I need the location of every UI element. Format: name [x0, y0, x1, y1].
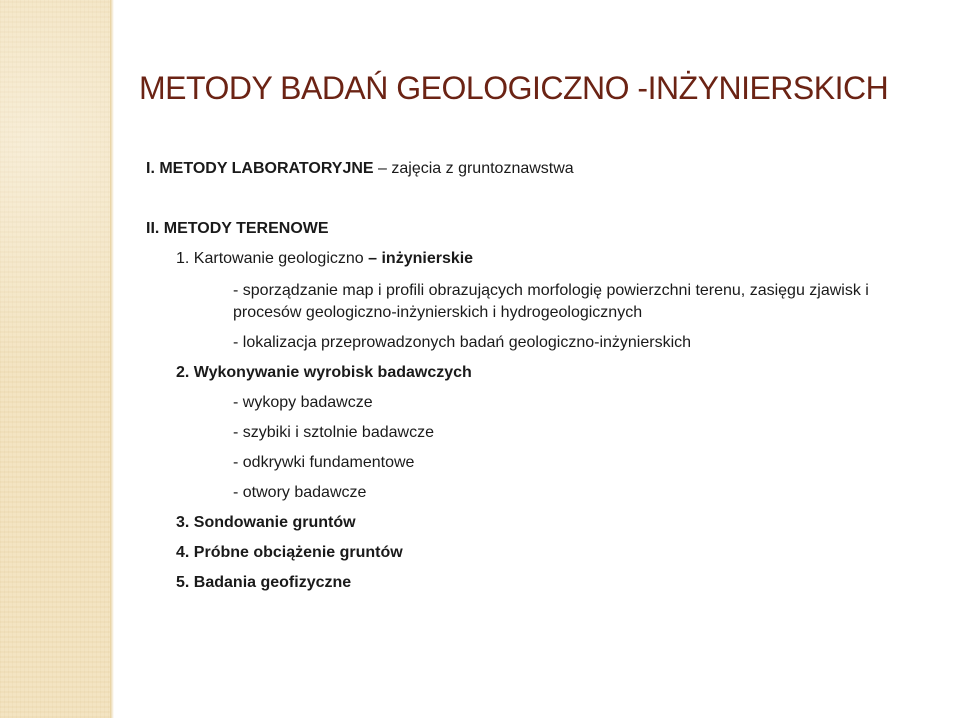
mapping-point-1-cont: procesów geologiczno-inżynierskich i hydrogeologicznych	[233, 304, 643, 321]
mapping-point-1: - sporządzanie map i profili obrazujących morfologię powierzchni terenu, zasięgu zjawisk i	[233, 282, 869, 299]
excavation-point-1: - wykopy badawcze	[233, 394, 373, 411]
item-mapping-prefix: 1. Kartowanie geologiczno	[176, 250, 369, 267]
item-mapping-suffix: inżynierskie	[377, 250, 474, 267]
section-field: II. METODY TERENOWE	[146, 220, 329, 237]
excavation-point-2: - szybiki i sztolnie badawcze	[233, 424, 434, 441]
mapping-point-2: - lokalizacja przeprowadzonych badań geologiczno-inżynierskich	[233, 334, 692, 351]
section-laboratory	[146, 160, 574, 178]
decorative-side-band	[0, 0, 110, 718]
section-laboratory-label: I. METODY LABORATORYJNE	[146, 160, 374, 177]
item-mapping-heading	[176, 250, 473, 268]
item-sounding: 3. Sondowanie gruntów	[176, 514, 356, 531]
excavation-point-4: - otwory badawcze	[233, 484, 367, 501]
slide-title: METODY BADAŃ GEOLOGICZNO -INŻYNIERSKICH	[139, 70, 889, 106]
excavation-point-3: - odkrywki fundamentowe	[233, 454, 415, 471]
item-geophysics: 5. Badania geofizyczne	[176, 574, 352, 591]
item-excavations-heading: 2. Wykonywanie wyrobisk badawczych	[176, 364, 472, 381]
section-laboratory-desc: – zajęcia z gruntoznawstwa	[373, 160, 574, 177]
item-load-test: 4. Próbne obciążenie gruntów	[176, 544, 403, 561]
side-band-edge	[110, 0, 114, 718]
item-mapping-dash: –	[368, 250, 378, 267]
